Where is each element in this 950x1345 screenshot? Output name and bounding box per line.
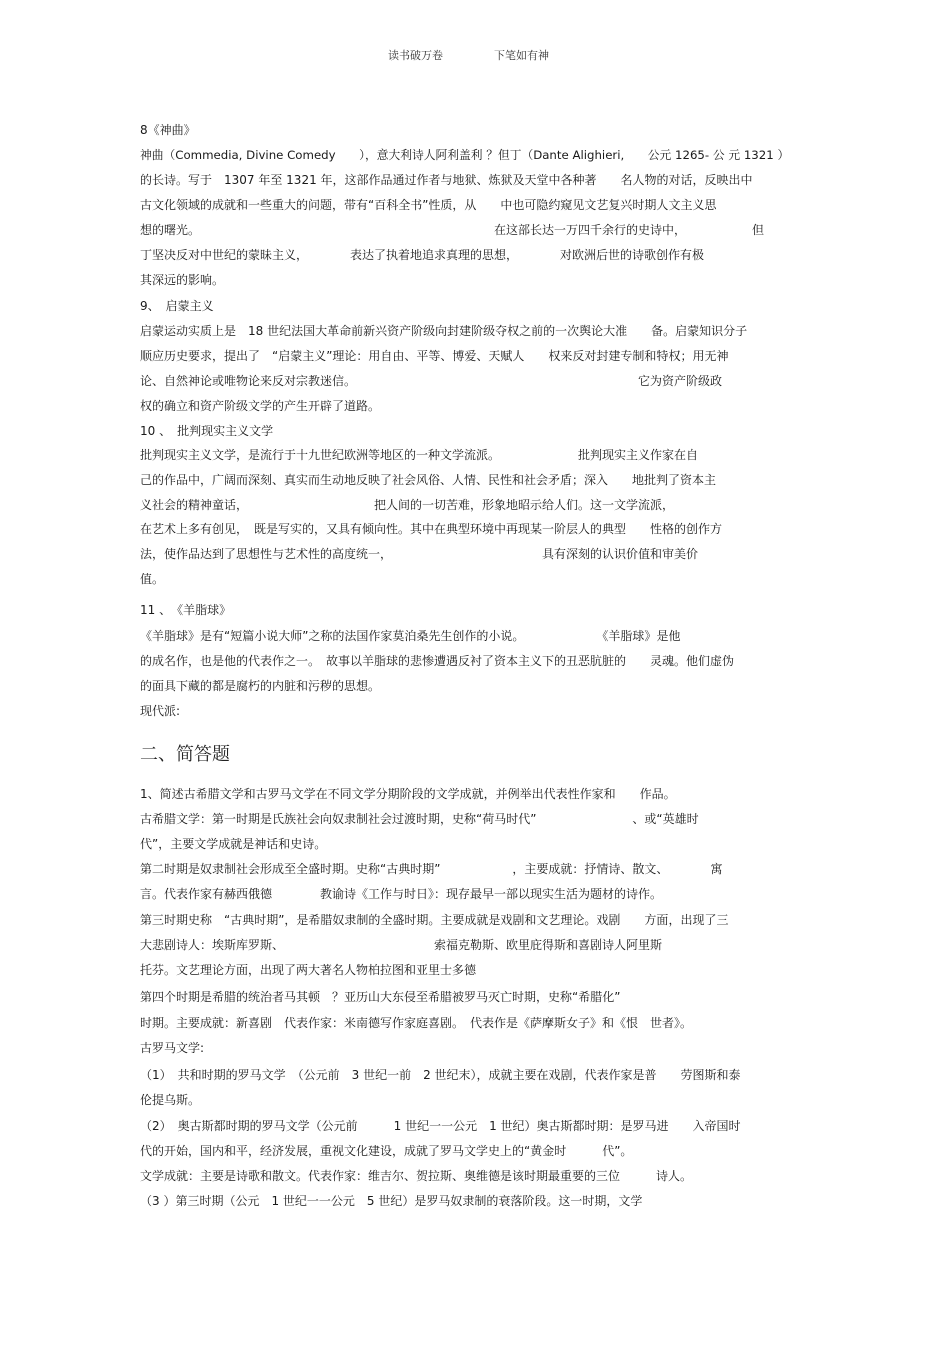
text-line: 言。代表作家有赫西俄德 教谕诗《工作与时日》：现存最早一部以现实生活为题材的诗作。 [140,887,663,901]
text-line: 的长诗。写于 1307 年至 1321 年，这部作品通过作者与地狱、炼狱及天堂中各种著 名人物的对话，反映出中 [140,173,753,187]
text-line: 法，使作品达到了思想性与艺术性的高度统一， 具有深刻的认识价值和审美价 [140,547,699,561]
text-line: 义社会的精神童话， 把人间的一切苦难，形象地昭示给人们。这一文学流派， [140,498,675,512]
text-line: 大悲剧诗人：埃斯库罗斯、 索福克勒斯、欧里庇得斯和喜剧诗人阿里斯 [140,938,663,952]
section-heading: 二、简答题 [140,744,230,765]
text-line: 论、自然神论或唯物论来反对宗教迷信。 它为资产阶级政 [140,374,723,388]
text-line: 8《神曲》 [140,123,196,137]
text-line: 时期。主要成就：新喜剧 代表作家：米南德写作家庭喜剧。 代表作是《萨摩斯女子》和《恨 世者》。 [140,1016,693,1030]
text-line: 古罗马文学: [140,1041,205,1055]
text-line: 在艺术上多有创见， 既是写实的，又具有倾向性。其中在典型环境中再现某一阶层人的典型 性格的创作方 [140,522,723,536]
text-line: 值。 [140,572,165,586]
text-line: 的成名作，也是他的代表作之一。 故事以羊脂球的悲惨遭遇反衬了资本主义下的丑恶肮脏的 灵魂。他们虚伪 [140,654,735,668]
text-line: 权的确立和资产阶级文学的产生开辟了道路。 [140,399,381,413]
text-line: 托芬。文艺理论方面，出现了两大著名人物柏拉图和亚里士多德 [140,963,477,977]
text-line: 神曲（Commedia, Divine Comedy ），意大利诗人阿利盖利 ？但丁（Dante Alighieri, 公元 1265- 公 元 1321 ） [140,148,790,162]
text-line: 伦提乌斯。 [140,1093,201,1107]
text-line: 古希腊文学：第一时期是氏族社会向奴隶制社会过渡时期，史称“荷马时代” 、或“英雄时 [140,812,699,826]
header-right-text: 下笔如有神 [494,49,549,62]
text-line: 顺应历史要求，提出了 “启蒙主义”理论：用自由、平等、博爱、天赋人 权来反对封建专制和特权；用无神 [140,349,729,363]
text-line: 启蒙运动实质上是 18 世纪法国大革命前新兴资产阶级向封建阶级夺权之前的一次舆论大准 备。启蒙知识分子 [140,324,748,338]
text-line: 第三时期史称 “古典时期”，是希腊奴隶制的全盛时期。主要成就是戏剧和文艺理论。戏剧 方面，出现了三 [140,913,729,927]
text-line: （3 ）第三时期（公元 1 世纪一一公元 5 世纪）是罗马奴隶制的衰落阶段。这一时期，文学 [140,1194,643,1208]
text-line: 代的开始，国内和平，经济发展，重视文化建设，成就了罗马文学史上的“黄金时 代”。 [140,1144,633,1158]
text-line: （1） 共和时期的罗马文学 （公元前 3 世纪一前 2 世纪末），成就主要在戏剧，代表作家是普 劳图斯和泰 [140,1068,741,1082]
text-line: 9、 启蒙主义 [140,299,214,313]
text-line: 第四个时期是希腊的统治者马其顿 ？亚历山大东侵至希腊被罗马灭亡时期，史称“希腊化” [140,990,621,1004]
text-line: 第二时期是奴隶制社会形成至全盛时期。史称“古典时期” ，主要成就：抒情诗、散文、 寓 [140,862,723,876]
text-line: 1、简述古希腊文学和古罗马文学在不同文学分期阶段的文学成就，并例举出代表性作家和 作品。 [140,787,676,801]
text-line: 己的作品中，广阔而深刻、真实而生动地反映了社会风俗、人情、民性和社会矛盾；深入 地批判了资本主 [140,473,717,487]
text-line: 古文化领域的成就和一些重大的问题，带有“百科全书”性质，从 中也可隐约窥见文艺复兴时期人文主义思 [140,198,717,212]
text-line: 10 、 批判现实主义文学 [140,424,274,438]
text-line: 代”，主要文学成就是神话和史诗。 [140,837,327,851]
text-line: 想的曙光。 在这部长达一万四千余行的史诗中， 但 [140,223,765,237]
text-line: 文学成就：主要是诗歌和散文。代表作家：维吉尔、贺拉斯、奥维德是该时期最重要的三位 诗人。 [140,1169,693,1183]
text-line: 现代派: [140,704,181,718]
text-line: 批判现实主义文学，是流行于十九世纪欧洲等地区的一种文学流派。 批判现实主义作家在自 [140,448,699,462]
header-left-text: 读书破万卷 [388,49,443,62]
text-line: 丁坚决反对中世纪的蒙昧主义， 表达了执着地追求真理的思想， 对欧洲后世的诗歌创作有极 [140,248,705,262]
text-line: 11 、 《羊脂球》 [140,603,232,617]
text-line: （2） 奥古斯都时期的罗马文学（公元前 1 世纪一一公元 1 世纪）奥古斯都时期：是罗马进 入帝国时 [140,1119,741,1133]
text-line: 其深远的影响。 [140,273,225,287]
text-line: 《羊脂球》是有“短篇小说大师”之称的法国作家莫泊桑先生创作的小说。 《羊脂球》是他 [140,629,681,643]
text-line: 的面具下藏的都是腐朽的内脏和污秽的思想。 [140,679,381,693]
